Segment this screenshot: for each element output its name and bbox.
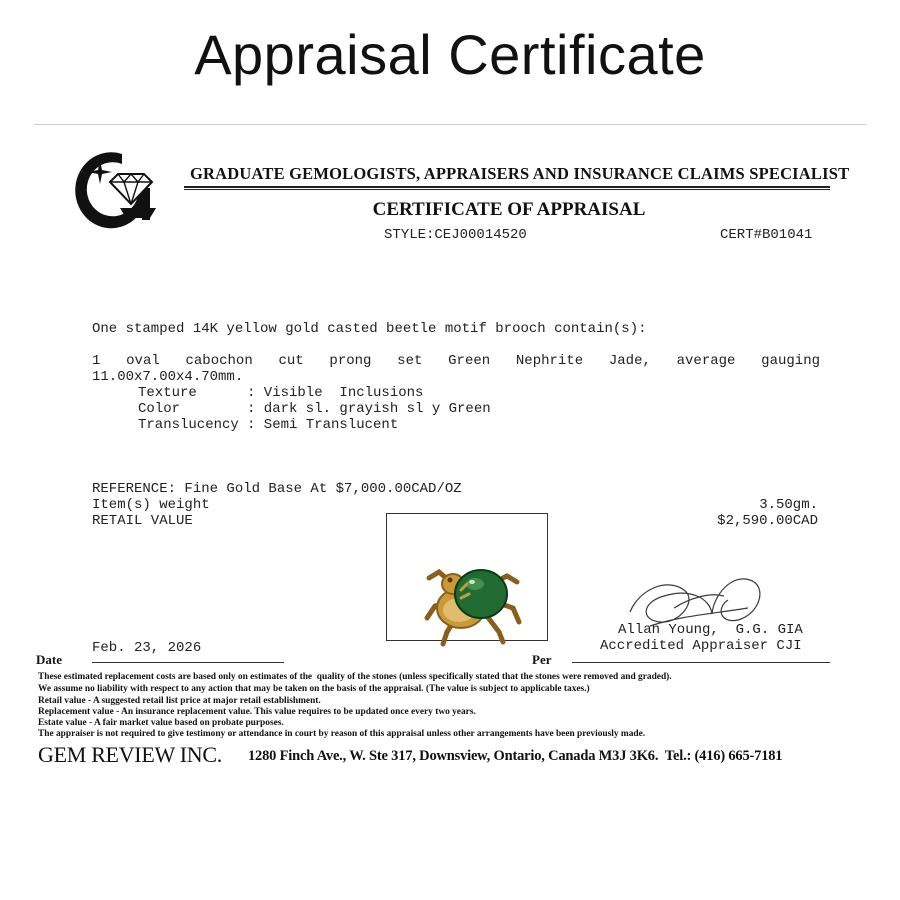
appraiser-name: Allan Young, G.G. GIA [618,622,803,638]
certificate-number: CERT#B01041 [720,227,813,243]
disclaimer-line: Replacement value - An insurance replacement value. This value requires to be updated once every two years. [38,707,476,717]
attribute-label-texture: Texture [138,385,197,401]
disclaimer-line: We assume no liability with respect to any action that may be taken on the basis of the appraisal. (The value is subject to applicable taxes.) [38,684,590,694]
attribute-value-translucency: : Semi Translucent [247,417,399,433]
per-signature-line [572,662,830,663]
attribute-value-texture: : Visible Inclusions [247,385,424,401]
style-number: STYLE:CEJ00014520 [384,227,527,243]
disclaimer-line: Estate value - A fair market value based on probate purposes. [38,718,284,728]
item-description: One stamped 14K yellow gold casted beetle motif brooch contain(s): [92,321,647,337]
stone-description: 1 oval cabochon cut prong set Green Nephrite Jade, average gauging [92,353,820,369]
attribute-label-color: Color [138,401,181,417]
page-title: Appraisal Certificate [194,23,706,86]
attribute-value-color: : dark sl. grayish sl y Green [247,401,491,417]
company-address: 1280 Finch Ave., W. Ste 317, Downsview, Ontario, Canada M3J 3K6. Tel.: (416) 665-7181 [248,748,783,764]
organization-name: GRADUATE GEMOLOGISTS, APPRAISERS AND INSURANCE CLAIMS SPECIALIST [190,164,850,183]
per-label: Per [532,652,552,667]
disclaimer-line: The appraiser is not required to give testimony or attendance in court by reason of this appraisal unless other arrangements have been previously made. [38,729,646,739]
header-rule [184,186,830,188]
date-label: Date [36,652,62,667]
header-rule [184,189,830,190]
weight-label: Item(s) weight [92,497,210,513]
top-divider [34,124,866,125]
certificate-title: CERTIFICATE OF APPRAISAL [372,199,646,220]
disclaimer-line: Retail value - A suggested retail list price at major retail establishment. [38,696,321,706]
disclaimer-line: These estimated replacement costs are based only on estimates of the quality of the stones (unless specifically stated that the stones were removed and graded). [38,672,672,682]
gem-logo-icon [64,138,164,238]
attribute-label-translucency: Translucency [138,417,239,433]
appraiser-title: Accredited Appraiser CJI [600,638,802,654]
weight-value: 3.50gm. [759,497,818,513]
retail-value-amount: $2,590.00CAD [717,513,818,529]
retail-value-label: RETAIL VALUE [92,513,193,529]
company-name: GEM REVIEW INC. [38,742,222,767]
date-signature-line [92,662,284,663]
stone-dimensions: 11.00x7.00x4.70mm. [92,369,244,385]
beetle-brooch-image [395,532,554,657]
appraisal-date: Feb. 23, 2026 [92,640,202,656]
brooch-photo [386,513,548,641]
gold-reference: REFERENCE: Fine Gold Base At $7,000.00CAD/OZ [92,481,462,497]
